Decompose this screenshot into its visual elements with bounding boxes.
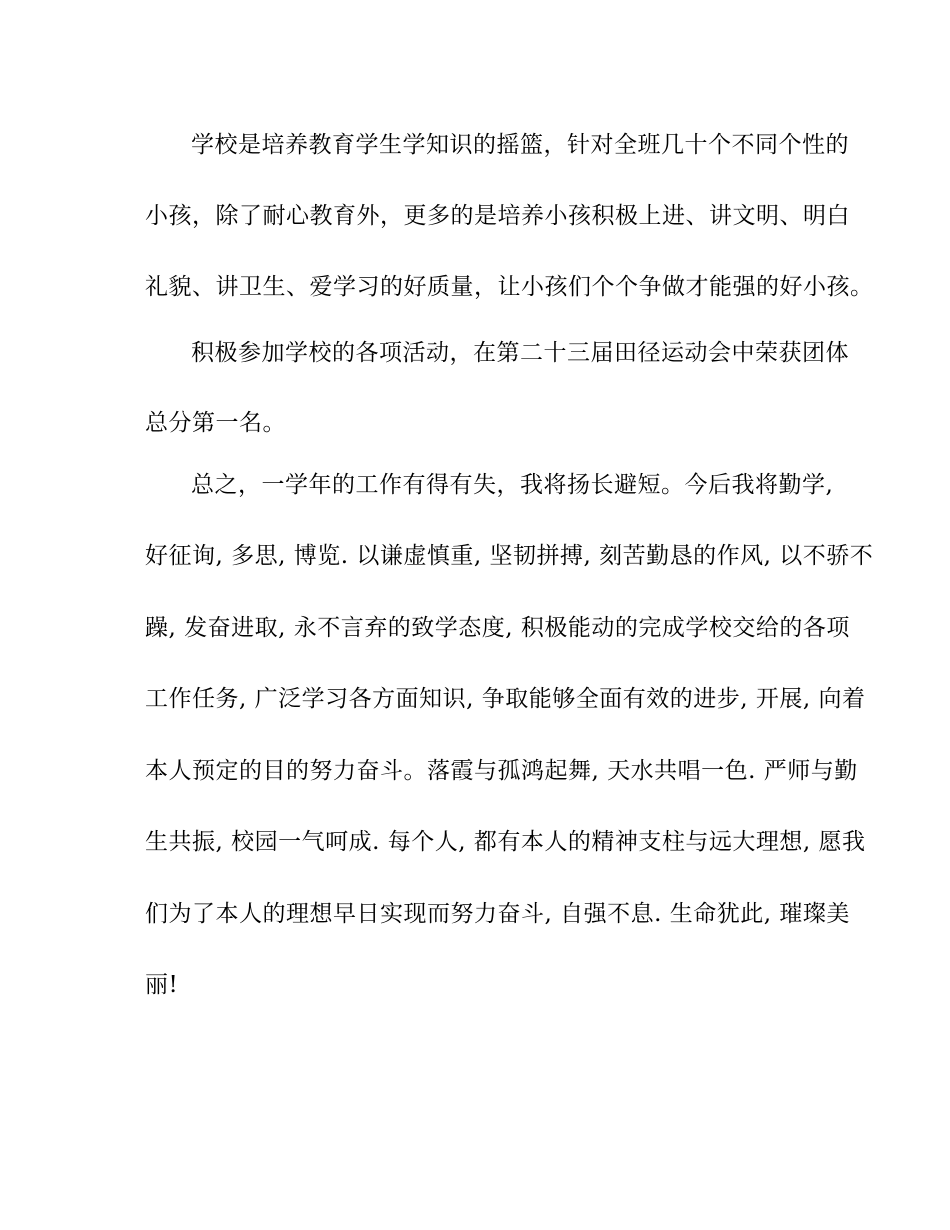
- text-line: 好征询, 多思, 博览. 以谦虚慎重, 坚韧拼搏, 刻苦勤恳的作风, 以不骄不: [145, 543, 874, 569]
- text-line: 们为了本人的理想早日实现而努力奋斗, 自强不息. 生命犹此, 璀璨美: [145, 901, 850, 927]
- text-line: 生共振, 校园一气呵成. 每个人, 都有本人的精神支柱与远大理想, 愿我: [145, 829, 866, 855]
- text-line: 丽!: [145, 972, 179, 998]
- text-line: 礼貌、讲卫生、爱学习的好质量，让小孩们个个争做才能强的好小孩。: [145, 274, 874, 300]
- text-line: 小孩，除了耐心教育外，更多的是培养小孩积极上进、讲文明、明白: [145, 203, 850, 229]
- text-line: 学校是培养教育学生学知识的摇篮，针对全班几十个不同个性的: [191, 132, 849, 158]
- text-line: 总之，一学年的工作有得有失，我将扬长避短。今后我将勤学,: [191, 472, 834, 498]
- text-line: 工作任务, 广泛学习各方面知识, 争取能够全面有效的进步, 开展, 向着: [145, 686, 866, 712]
- text-line: 躁, 发奋进取, 永不言弃的致学态度, 积极能动的完成学校交给的各项: [145, 615, 850, 641]
- text-line: 总分第一名。: [145, 410, 286, 436]
- text-line: 积极参加学校的各项活动，在第二十三届田径运动会中荣获团体: [191, 340, 849, 366]
- text-line: 本人预定的目的努力奋斗。落霞与孤鸿起舞, 天水共唱一色. 严师与勤: [145, 758, 858, 784]
